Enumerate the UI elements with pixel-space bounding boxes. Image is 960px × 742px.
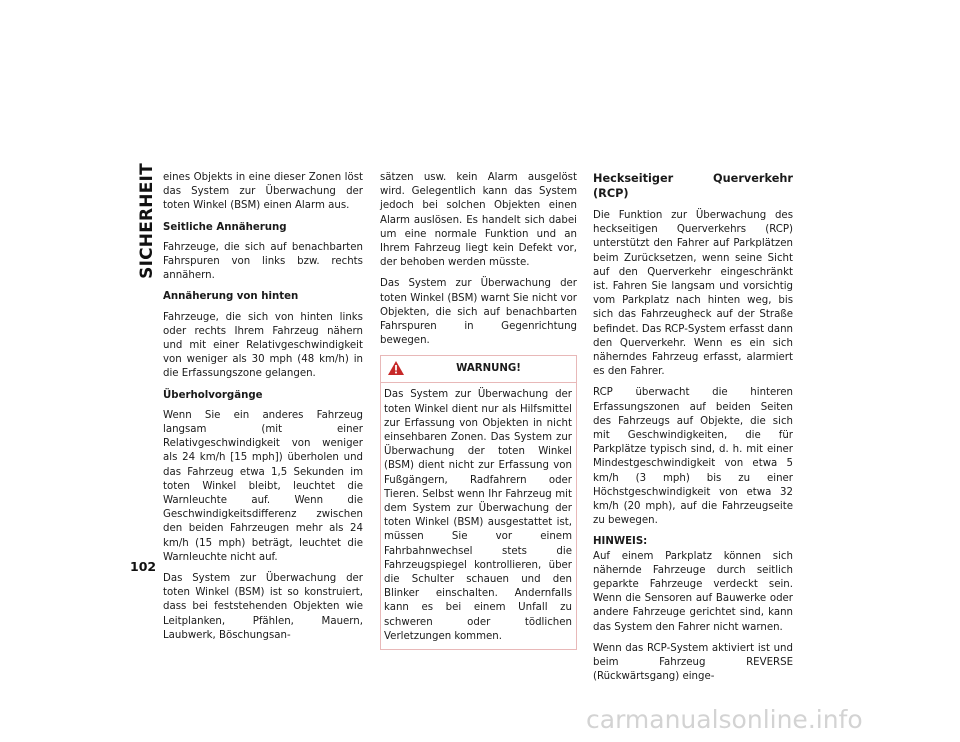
paragraph: Wenn das RCP-System aktiviert ist und beim Fahrzeug REVERSE (Rückwärtsgang) einge-	[593, 642, 793, 683]
paragraph: Wenn Sie ein anderes Fahrzeug langsam (mit einer Relativgeschwindigkeit von weniger als 24 km/h [15 mph]) überholen und das Fahrzeug etwa 1,5 Sekunden im toten Winkel bleibt, leuchtet die Warnleuchte auf. Wenn die Geschwindigkeitsdifferenz zwischen den beiden Fahrzeugen mehr als 24 km/h (15 mph) beträgt, leuchtet die Warnleuchte nicht auf.	[163, 409, 363, 563]
warning-text: Das System zur Überwachung der toten Winkel dient nur als Hilfsmittel zur Erfassung von Objekten in nicht einsehbaren Zonen. Das System zur Überwachung der toten Winkel (BSM) dient nicht zur Erfassung von Fußgängern, Radfahrern oder Tieren. Selbst wenn Ihr Fahrzeug mit dem System zur Überwachung der toten Winkel (BSM) ausgestattet ist, müssen Sie vor einem Fahrbahnwechsel stets die Fahrzeugspiegel kontrollieren, über die Schulter schauen und den Blinker einschalten. Andernfalls kann es bei einem Unfall zu schweren oder tödlichen Verletzungen kommen.	[384, 389, 572, 642]
paragraph: RCP überwacht die hinteren Erfassungszonen auf beiden Seiten des Fahrzeugs auf Objekte, die sich mit Geschwindigkeiten, die für Parkplätze typisch sind, d. h. mit einer Mindestgeschwindigkeit von etwa 5 km/h (3 mph) bis zu einer Höchstgeschwindigkeit von etwa 32 km/h (20 mph), auf die Fahrzeugseite zu bewegen.	[593, 387, 793, 527]
subheading-lateral: Seitliche Annäherung	[163, 221, 287, 233]
section-title-text: SICHERHEIT	[137, 163, 157, 279]
paragraph: Das System zur Überwachung der toten Winkel (BSM) warnt Sie nicht vor Objekten, die sich auf benachbarten Fahrspuren in Gegenrichtung bewegen.	[380, 278, 577, 347]
note-text: Auf einem Parkplatz können sich nähernde Fahrzeuge durch seitlich geparkte Fahrzeuge verdeckt sein. Wenn die Sensoren auf Bauwerke oder andere Fahrzeuge gerichtet sind, kann das System den Fahrer nicht warnen.	[593, 550, 793, 633]
subheading-overtake: Überholvorgänge	[163, 389, 263, 401]
page-number: 102	[130, 559, 157, 574]
warning-box	[380, 355, 577, 650]
column-left	[163, 171, 363, 650]
section-heading-rcp: Heckseitiger Querverkehr (RCP)	[593, 172, 793, 200]
paragraph: sätzen usw. kein Alarm ausgelöst wird. Gelegentlich kann das System jedoch bei solchen Objekten einen Alarm auslösen. Es handelt sich dabei um eine normale Funktion und an Ihrem Fahrzeug liegt kein Defekt vor, der behoben werden müsste.	[380, 172, 577, 269]
paragraph: eines Objekts in eine dieser Zonen löst das System zur Überwachung der toten Winkel (BSM) einen Alarm aus.	[163, 172, 363, 212]
column-middle	[380, 171, 577, 650]
note-label: HINWEIS:	[593, 536, 648, 548]
warning-header	[381, 356, 576, 383]
paragraph: Das System zur Überwachung der toten Winkel (BSM) ist so konstruiert, dass bei feststehenden Objekten wie Leitplanken, Pfählen, Mauern, Laubwerk, Böschungsan-	[163, 573, 363, 641]
watermark: carmanualsonline.info	[586, 705, 863, 734]
paragraph: Fahrzeuge, die sich auf benachbarten Fahrspuren von links bzw. rechts annähern.	[163, 241, 363, 282]
paragraph: Fahrzeuge, die sich von hinten links oder rechts Ihrem Fahrzeug nähern und mit einer Relativgeschwindigkeit von weniger als 30 mph (48 km/h) in die Erfassungszone gelangen.	[163, 311, 363, 380]
paragraph: Die Funktion zur Überwachung des heckseitigen Querverkehrs (RCP) unterstützt den Fahrer auf Parkplätzen beim Zurücksetzen, wenn seine Sicht auf den Querverkehr eingeschränkt ist. Fahren Sie langsam und vorsichtig vom Parkplatz nach hinten weg, bis sich das Fahrzeugheck auf der Straße befindet. Das RCP-System erfasst dann den Querverkehr. Wenn es ein sich näherndes Fahrzeug erfasst, alarmiert es den Fahrer.	[593, 210, 793, 378]
note	[593, 535, 793, 634]
section-title	[134, 163, 160, 279]
subheading-rear: Annäherung von hinten	[163, 291, 299, 303]
column-right	[593, 171, 793, 692]
warning-label: WARNUNG!	[456, 363, 521, 375]
warning-triangle-icon	[387, 360, 405, 376]
